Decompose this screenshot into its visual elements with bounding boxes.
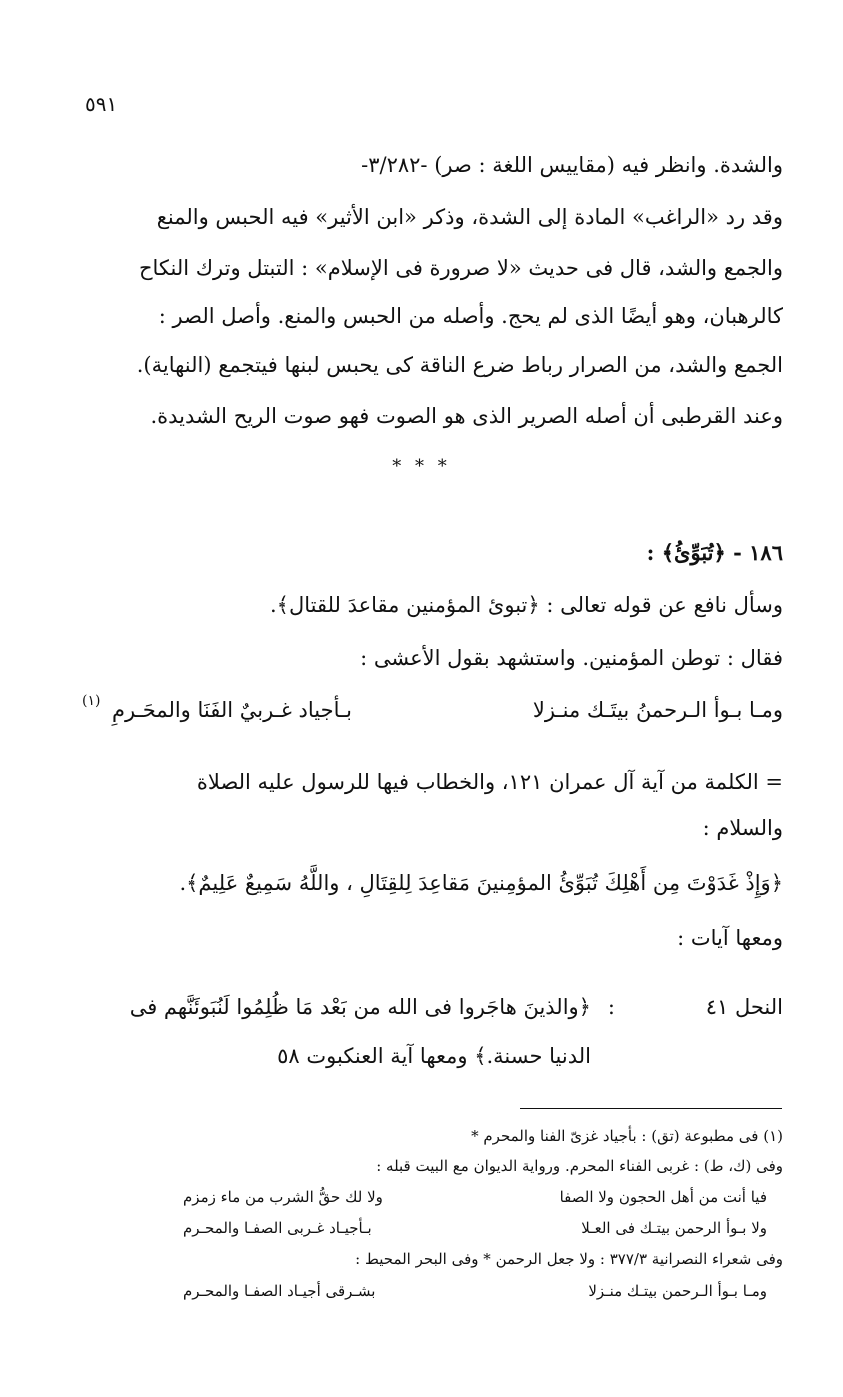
quran-verse-line: ﴿وَإِذْ غَدَوْتَ مِن أَهْلِكَ تُبَوِّئُ المؤمِنينَ مَقاعِدَ لِلقِتَالِ ، واللَّهُ سَمِيعٌ عَلِيمٌ﴾.	[179, 871, 783, 895]
text-line-14: ﴿والذينَ هاجَروا فى الله من بَعْد مَا ظُلِمُوا لَنُبَوئَنَّهم فى	[129, 995, 591, 1019]
footnote-line-5: وفى شعراء النصرانية ٣٧٧/٣ : ولا جعل الرحمن * وفى البحر المحيط :	[355, 1250, 783, 1268]
footnote-verse-2-right: ولا بـوأ الرحمن بيتـك فى العـلا	[581, 1219, 767, 1237]
text-line-15: الدنيا حسنة.﴾ ومعها آية العنكبوت ٥٨	[277, 1044, 591, 1068]
text-line-5: الجمع والشد، من الصرار رباط ضرع الناقة كى يحبس لبنها فيتجمع (النهاية).	[136, 353, 783, 377]
footnote-line-2: وفى (ك، ط) : غربى الفناء المحرم. ورواية الديوان مع البيت قبله :	[376, 1157, 783, 1175]
text-line-8: وسأل نافع عن قوله تعالى : ﴿تبوئ المؤمنين مقاعدَ للقتال﴾.	[269, 593, 783, 617]
verse-first-hemistich: ومـا بـوأ الـرحمنُ بيتَـك منـزلا	[532, 698, 783, 722]
text-line-2: وقد رد «الراغب» المادة إلى الشدة، وذكر «ابن الأثير» فيه الحبس والمنع	[156, 205, 783, 229]
text-line-11: والسلام :	[702, 816, 783, 840]
verse-reference-colon: :	[607, 995, 615, 1019]
page-number: ٥٩١	[85, 92, 118, 116]
footnote-line-1: (١) فى مطبوعة (تق) : بأجياد غزىّ الفنا والمحرم *	[471, 1127, 783, 1145]
section-separator: * * *	[392, 456, 451, 477]
text-line-3: والجمع والشد، قال فى حديث «لا صرورة فى الإسلام» : التبتل وترك النكاح	[138, 256, 783, 280]
text-line-6: وعند القرطبى أن أصله الصرير الذى هو الصوت فهو صوت الريح الشديدة.	[150, 404, 783, 428]
text-line-4: كالرهبان، وهو أيضًا الذى لم يحج. وأصله من الحبس والمنع. وأصل الصر :	[158, 304, 783, 328]
footnote-divider	[520, 1108, 782, 1109]
text-line-13: ومعها آيات :	[677, 926, 783, 950]
footnote-verse-1-right: فيا أنت من أهل الحجون ولا الصفا	[559, 1188, 767, 1206]
text-line-1: والشدة. وانظر فيه (مقاييس اللغة : صر) -٣/٢٨٢-	[361, 153, 783, 177]
entry-heading: ١٨٦ - ﴿تُبَوِّئُ﴾ :	[646, 540, 783, 565]
footnote-verse-2-left: بـأجيـاد غـربى الصفـا والمحـرم	[183, 1219, 372, 1237]
footnote-verse-1-left: ولا لك حقُّ الشرب من ماء زمزم	[183, 1188, 383, 1206]
text-line-9: فقال : توطن المؤمنين. واستشهد بقول الأعشى :	[360, 646, 783, 670]
verse-second-hemistich: بـأجياد غـربيٌ الفَنَا والمحَـرمِ	[112, 698, 352, 722]
verse-reference: النحل ٤١	[705, 995, 783, 1019]
text-line-10: = الكلمة من آية آل عمران ١٢١، والخطاب فيها للرسول عليه الصلاة	[196, 770, 783, 794]
footnote-verse-3-left: بشـرقى أجيـاد الصفـا والمحـرم	[183, 1282, 376, 1300]
footnote-marker: (١)	[82, 693, 101, 709]
footnote-verse-3-right: ومـا بـوأ الـرحمن بيتـك منـزلا	[588, 1282, 767, 1300]
